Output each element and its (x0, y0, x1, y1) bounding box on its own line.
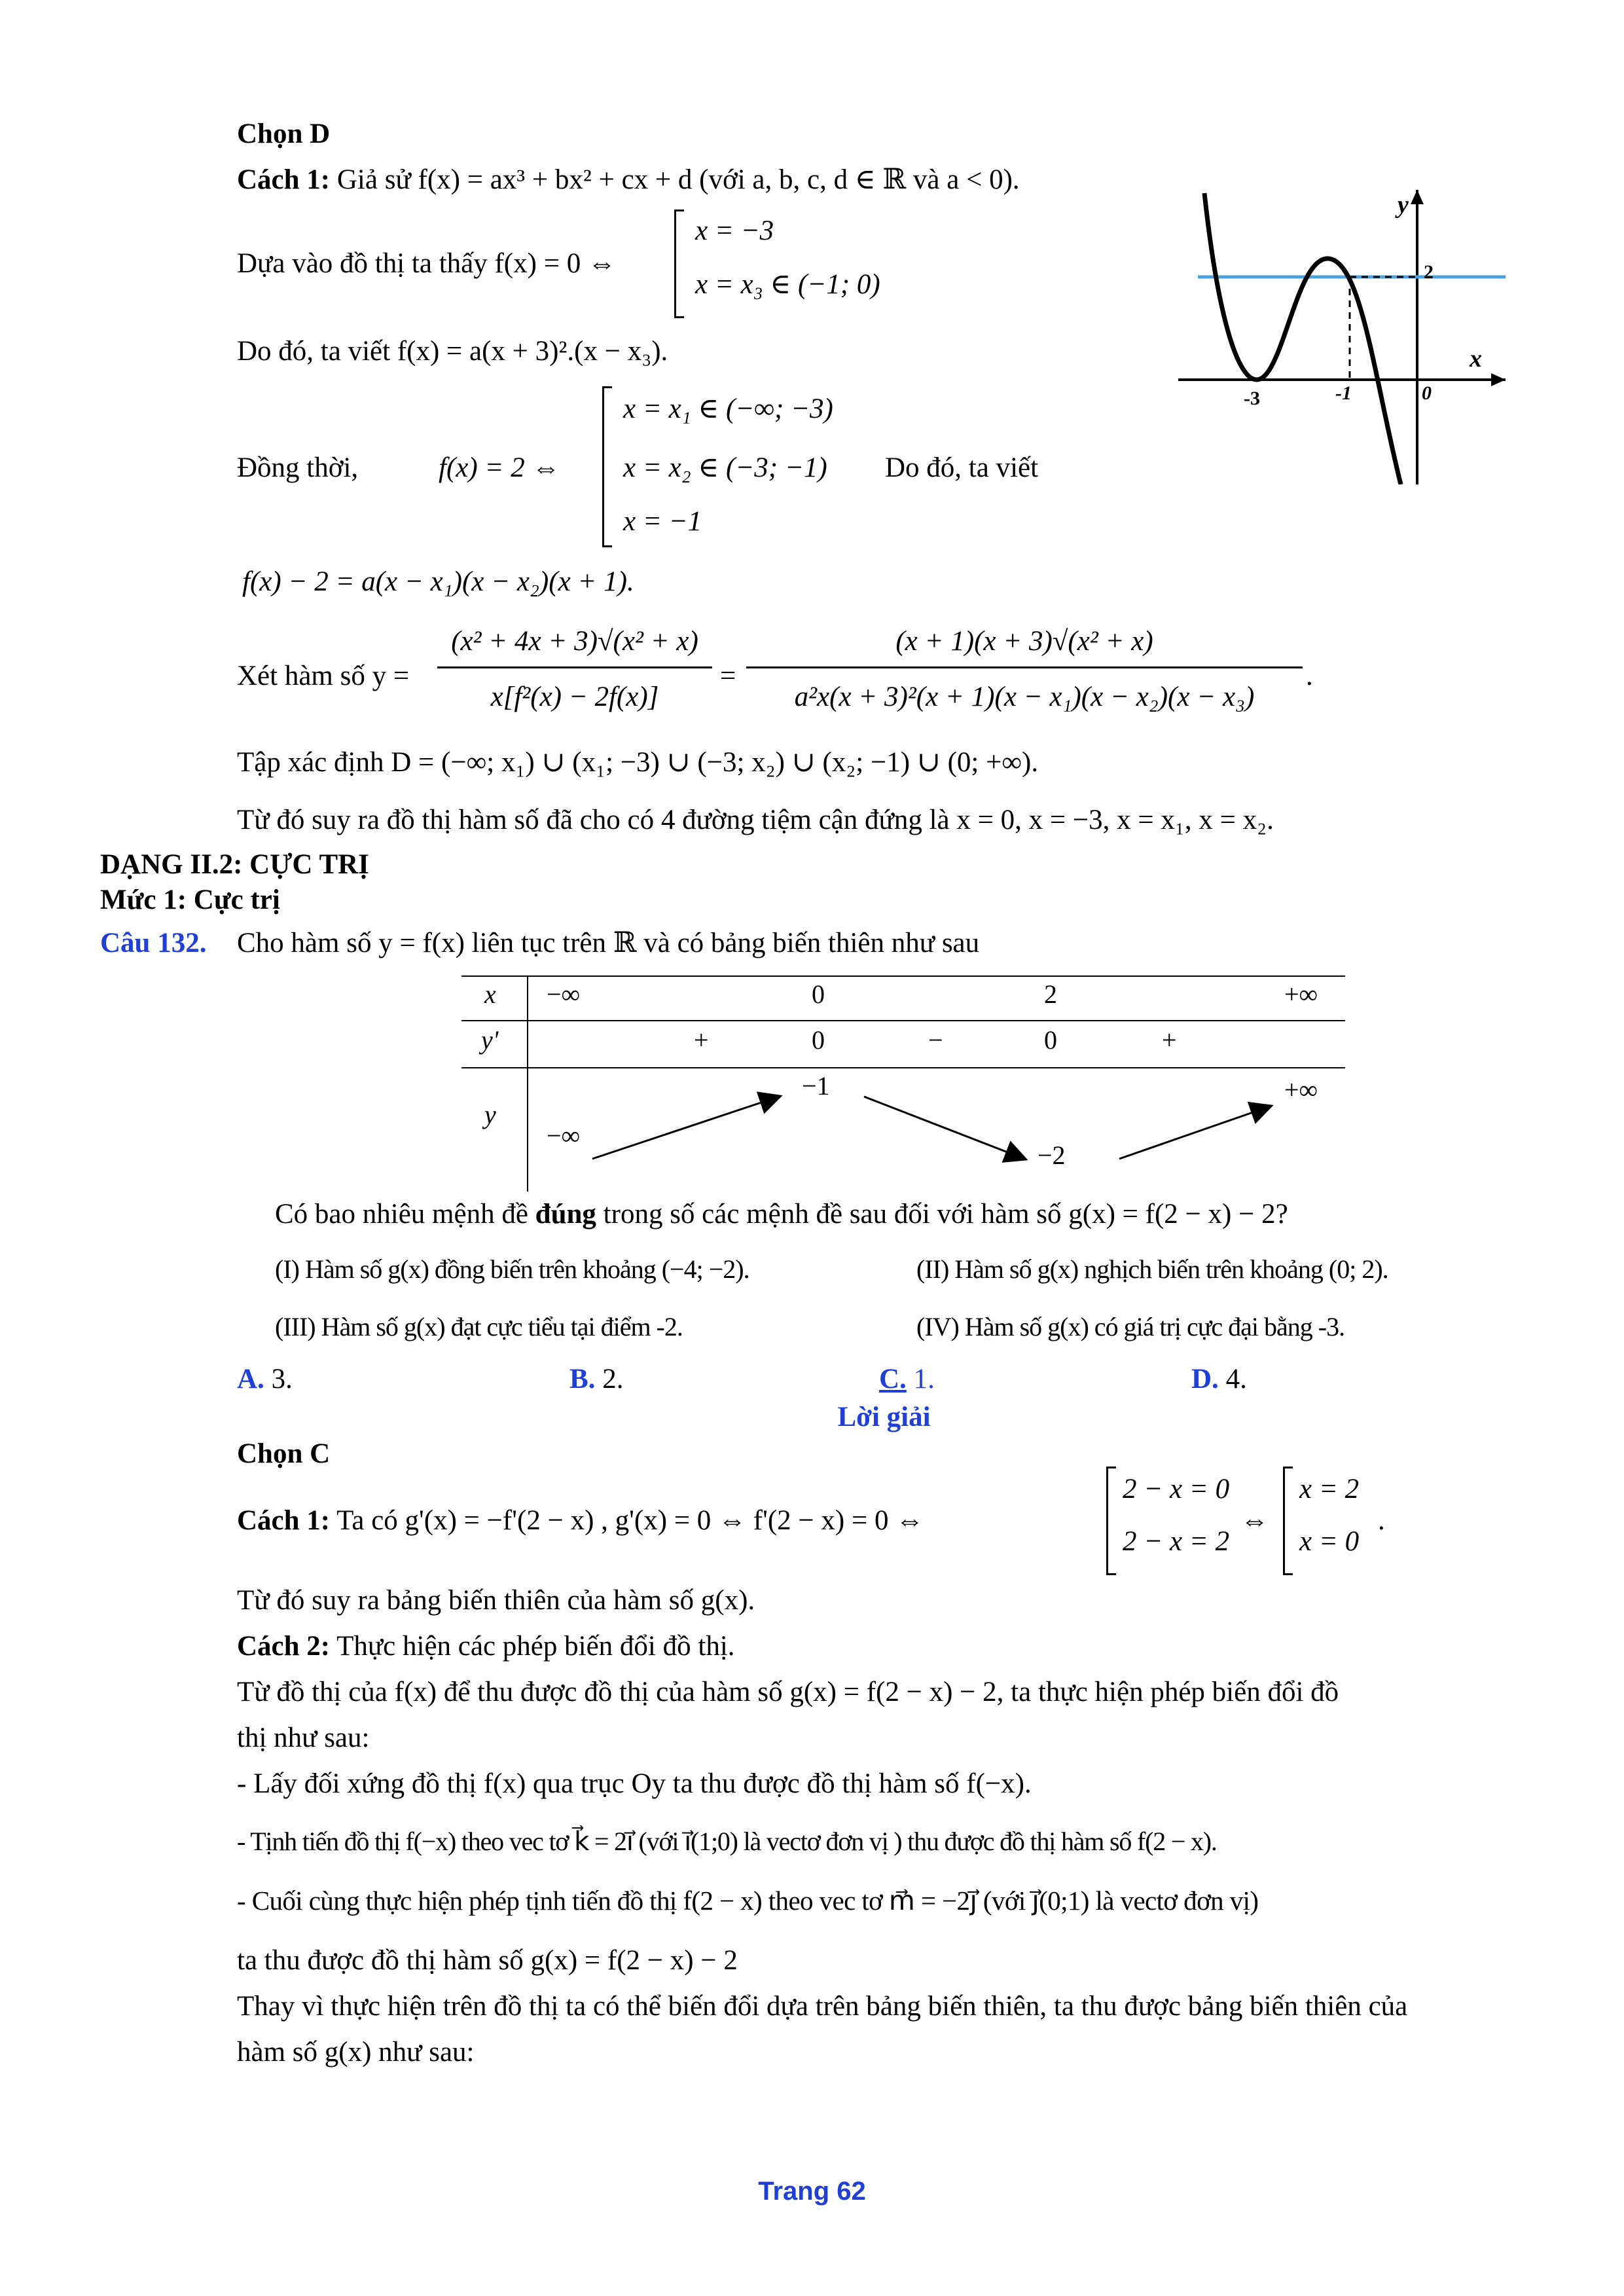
bbt-x-0: −∞ (547, 979, 581, 1009)
bbt-yp-2: − (928, 1025, 943, 1055)
option-c[interactable] (879, 1363, 935, 1395)
case-c2: 2 − x = 2 (1123, 1526, 1230, 1557)
case-d2: x = 0 (1299, 1526, 1360, 1557)
tu-do-bbt: Từ đó suy ra bảng biến thiên của hàm số g(x). (237, 1585, 755, 1616)
solution-cach2 (237, 1630, 735, 1662)
bbt-arrow-down (864, 1097, 1024, 1159)
loi-giai-heading: Lời giải (837, 1402, 931, 1432)
bbt-yp-4: + (1162, 1025, 1177, 1055)
solution-cach1-text: Ta có g'(x) = −f'(2 − x) , g'(x) = 0 ⇔ f'(2 − x) = 0 ⇔ (336, 1505, 924, 1536)
period: . (1306, 661, 1313, 691)
option-b-label: B. (569, 1364, 596, 1394)
solution-cach1-label: Cách 1: (237, 1505, 331, 1536)
muc-heading: Mức 1: Cực trị (100, 884, 280, 915)
case-c1: 2 − x = 0 (1123, 1474, 1230, 1504)
frac2-bar (746, 666, 1303, 668)
y-axis-arrow-icon (1411, 190, 1424, 204)
xet-ham-so: Xét hàm số y = (237, 661, 410, 691)
case-b2: x = x₂ ∈ (−3; −1) (623, 452, 827, 483)
case-a2: x = x₃ ∈ (−1; 0) (695, 269, 880, 300)
bbt-top-rule (461, 975, 1345, 977)
question-line (275, 1198, 1288, 1230)
solution-line-5: - Cuối cùng thực hiện phép tịnh tiến đồ thị f(2 − x) theo vec tơ m⃗ = −2j⃗ (với j⃗(0;1) là vectơ đơn vị) (237, 1886, 1259, 1916)
solution-line-4: - Tịnh tiến đồ thị f(−x) theo vec tơ k⃗ = 2i⃗ (với i⃗(1;0) là vectơ đơn vị ) thu được đồ thị hàm số f(2 − x). (237, 1827, 1217, 1856)
dua-vao-text: Dựa vào đồ thị ta thấy f(x) = 0 ⇔ (237, 248, 616, 279)
option-b[interactable] (569, 1363, 623, 1395)
tap-xac-dinh: Tập xác định D = (−∞; x₁) ∪ (x₁; −3) ∪ (−3; x₂) ∪ (x₂; −1) ∪ (0; +∞). (237, 747, 1039, 778)
equiv-sign: ⇔ (1240, 1505, 1269, 1536)
question-bold: đúng (535, 1199, 596, 1230)
bbt-yp-3: 0 (1044, 1025, 1057, 1055)
bbt-row-rule-1 (461, 1020, 1345, 1021)
cau-label: Câu 132. (100, 928, 207, 958)
statement-1: (I) Hàm số g(x) đồng biến trên khoảng (−4; −2). (275, 1254, 749, 1284)
solution-cach2-text: Thực hiện các phép biến đổi đồ thị. (336, 1631, 735, 1662)
statement-4: (IV) Hàm số g(x) có giá trị cực đại bằng -3. (916, 1312, 1345, 1341)
f-minus-2-eq: f(x) − 2 = a(x − x₁)(x − x₂)(x + 1). (242, 566, 634, 597)
solution-cach2-label: Cách 2: (237, 1631, 331, 1662)
cach1-text: Giả sử f(x) = ax³ + bx² + cx + d (với a, b, c, d ∈ ℝ và a < 0). (336, 164, 1020, 195)
bbt-y-2: −2 (1038, 1140, 1066, 1170)
bbt-x-label: x (484, 979, 496, 1009)
frac2-denominator: a²x(x + 3)²(x + 1)(x − x₁)(x − x₂)(x − x₃) (794, 682, 1255, 712)
graph-tick-m3: -3 (1244, 388, 1260, 409)
case-bracket-b (602, 386, 612, 547)
graph-tick-m1: -1 (1335, 382, 1352, 404)
case-bracket-c (1106, 1467, 1116, 1575)
graph-x-label: x (1470, 345, 1482, 373)
solution-line-2: thị như sau: (237, 1722, 370, 1753)
solution-line-8: hàm số g(x) như sau: (237, 2037, 475, 2068)
bbt-y-1: −1 (802, 1071, 830, 1101)
bbt-x-1: 0 (812, 979, 825, 1009)
page-footer: Trang 62 (758, 2177, 866, 2206)
bbt-y-label: y (484, 1100, 496, 1129)
graph-tick-0: 0 (1422, 382, 1432, 404)
case-bracket-a (674, 210, 684, 318)
tu-do-tiem-can: Từ đó suy ra đồ thị hàm số đã cho có 4 đường tiệm cận đứng là x = 0, x = −3, x = x₁, x = x₂. (237, 805, 1274, 835)
cach1-line (237, 164, 1020, 196)
dang-heading: DẠNG II.2: CỰC TRỊ (100, 849, 369, 880)
question-part-1: Có bao nhiêu mệnh đề (275, 1199, 528, 1230)
case-d1: x = 2 (1299, 1474, 1360, 1504)
bbt-x-3: +∞ (1284, 979, 1318, 1009)
period-2: . (1378, 1505, 1385, 1536)
option-d[interactable] (1191, 1363, 1247, 1395)
chon-d-heading: Chọn D (237, 118, 331, 149)
bbt-x-2: 2 (1044, 979, 1057, 1009)
bbt-y-3: +∞ (1284, 1075, 1318, 1104)
option-a-label: A. (237, 1364, 264, 1394)
option-d-value: 4. (1225, 1364, 1247, 1394)
graph-tick-2: 2 (1424, 261, 1434, 283)
case-bracket-d (1283, 1467, 1293, 1575)
equals-sign: = (720, 661, 736, 691)
cau-text: Cho hàm số y = f(x) liên tục trên ℝ và có bảng biến thiên như sau (237, 928, 980, 958)
do-do-line: Do đó, ta viết f(x) = a(x + 3)².(x − x₃). (237, 336, 668, 367)
graph-y-label: y (1398, 191, 1409, 219)
solution-cach1 (237, 1504, 924, 1537)
option-a-value: 3. (271, 1364, 293, 1394)
dong-thoi-text: Đồng thời, (237, 452, 359, 483)
cach1-label: Cách 1: (237, 164, 331, 195)
option-b-value: 2. (602, 1364, 624, 1394)
frac1-numerator: (x² + 4x + 3)√(x² + x) (451, 626, 698, 657)
do-do-ta-viet: Do đó, ta viết (885, 452, 1039, 483)
option-a[interactable] (237, 1363, 293, 1395)
frac2-numerator: (x + 1)(x + 3)√(x² + x) (895, 626, 1153, 657)
bbt-yp-label: y' (481, 1025, 499, 1055)
cubic-curve (1204, 193, 1401, 484)
option-c-value: 1. (913, 1364, 935, 1394)
x-axis-arrow-icon (1491, 373, 1506, 386)
solution-line-3: - Lấy đối xứng đồ thị f(x) qua trục Oy ta thu được đồ thị hàm số f(−x). (237, 1768, 1032, 1799)
bbt-yp-1: 0 (812, 1025, 825, 1055)
bbt-arrow-up-2 (1119, 1106, 1270, 1159)
case-b1: x = x₁ ∈ (−∞; −3) (623, 393, 833, 424)
question-part-2: trong số các mệnh đề sau đối với hàm số g(x) = f(2 − x) − 2? (603, 1199, 1288, 1230)
chon-c-heading: Chọn C (237, 1438, 331, 1469)
case-a1: x = −3 (695, 215, 774, 246)
dong-thoi-eq: f(x) = 2 ⇔ (439, 452, 560, 483)
frac1-bar (437, 666, 712, 668)
option-c-label: C. (879, 1364, 907, 1394)
case-b3: x = −1 (623, 506, 702, 537)
bbt-arrow-up-1 (592, 1097, 779, 1159)
solution-line-1: Từ đồ thị của f(x) để thu được đồ thị của hàm số g(x) = f(2 − x) − 2, ta thực hiện phép biến đổi đồ (237, 1677, 1339, 1707)
bbt-y-0: −∞ (547, 1121, 581, 1150)
statement-2: (II) Hàm số g(x) nghịch biến trên khoảng (0; 2). (916, 1254, 1388, 1284)
frac1-denominator: x[f²(x) − 2f(x)] (490, 682, 659, 712)
solution-line-7: Thay vì thực hiện trên đồ thị ta có thể biến đổi dựa trên bảng biến thiên, ta thu được bảng biến thiên của (237, 1991, 1408, 2022)
statement-3: (III) Hàm số g(x) đạt cực tiểu tại điểm -2. (275, 1312, 683, 1341)
solution-line-6: ta thu được đồ thị hàm số g(x) = f(2 − x) − 2 (237, 1945, 738, 1976)
cubic-graph (1178, 183, 1519, 484)
bbt-arrows (527, 1067, 1345, 1198)
bbt-yp-0: + (694, 1025, 709, 1055)
option-d-label: D. (1191, 1364, 1219, 1394)
